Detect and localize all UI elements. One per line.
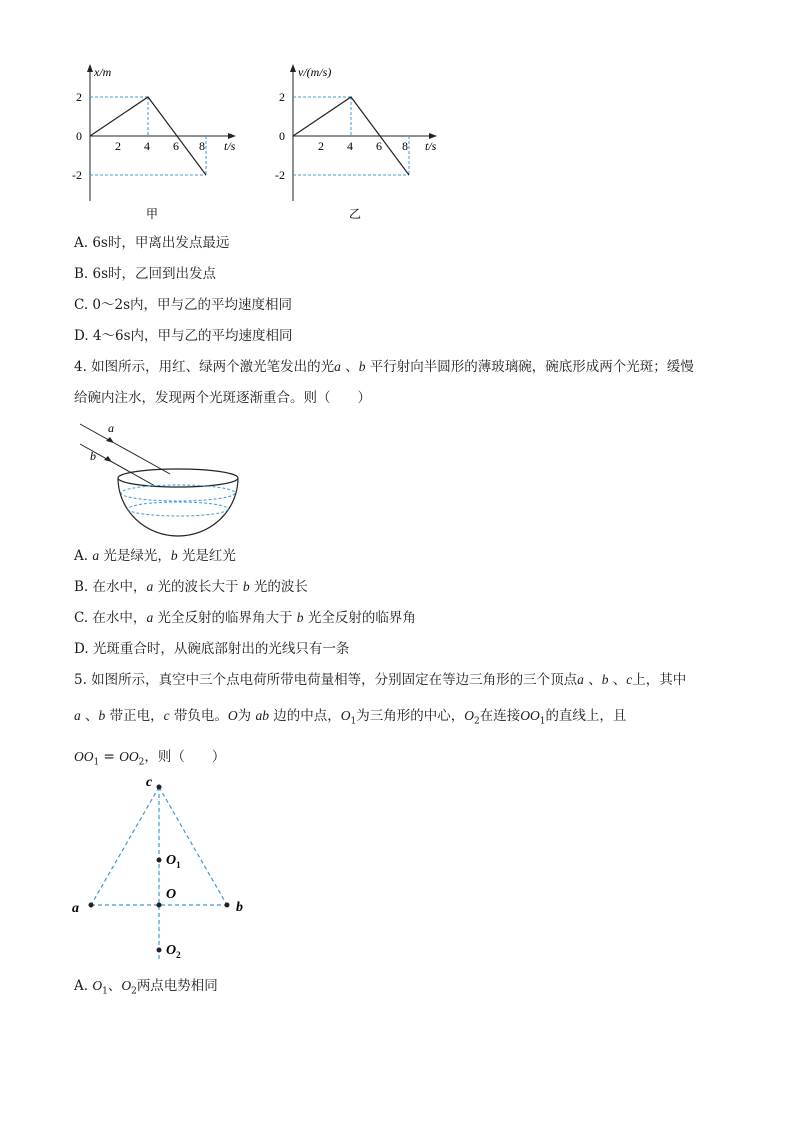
q4-option-b: B. 在水中，a 光的波长大于 b 光的波长 bbox=[74, 579, 308, 595]
x-tick-label: 2 bbox=[115, 139, 121, 153]
x-tick-label: 6 bbox=[376, 139, 382, 153]
point-O bbox=[157, 903, 162, 908]
x-tick-label: 8 bbox=[402, 139, 408, 153]
q4-stem-line2: 给碗内注水，发现两个光斑逐渐重合。则（ ） bbox=[74, 390, 371, 406]
q5-stem-line1: 5. 如图所示，真空中三个点电荷所带电荷量相等，分别固定在等边三角形的三个顶点a 、b 、c上，其中 bbox=[74, 672, 687, 688]
x-tick-label: 6 bbox=[173, 139, 179, 153]
bowl-figure bbox=[70, 418, 250, 540]
x-tick-label: 8 bbox=[199, 139, 205, 153]
figure-caption: 乙 bbox=[349, 207, 362, 221]
y-tick-label: -2 bbox=[72, 168, 82, 182]
label-b: b bbox=[236, 900, 243, 915]
point-a bbox=[89, 903, 94, 908]
q3-option-c: C. 0～2s内，甲与乙的平均速度相同 bbox=[74, 297, 293, 313]
y-tick-label: 0 bbox=[279, 129, 285, 143]
label-O: O bbox=[166, 887, 177, 902]
q4-option-a: A. a 光是绿光，b 光是红光 bbox=[74, 548, 236, 564]
x-tick-label: 2 bbox=[318, 139, 324, 153]
var-a: a bbox=[334, 359, 341, 374]
var-b: b bbox=[358, 359, 366, 374]
side-ca bbox=[91, 787, 159, 905]
y-tick-label: -2 bbox=[275, 168, 285, 182]
q5-stem-line2: a 、b 带正电，c 带负电。O为 ab 边的中点，$O_1$为三角形的中心，$O_2$在连接$OO_1$的直线上，且 bbox=[74, 708, 627, 727]
q3-option-d: D. 4～6s内，甲与乙的平均速度相同 bbox=[74, 328, 293, 344]
triangle-figure bbox=[66, 772, 266, 972]
point-O2 bbox=[157, 948, 162, 953]
point-O1 bbox=[157, 858, 162, 863]
q4-option-d: D. 光斑重合时，从碗底部射出的光线只有一条 bbox=[74, 641, 350, 657]
graph-jia bbox=[70, 58, 250, 223]
y-axis-arrow bbox=[290, 64, 296, 72]
ray-b-arrow bbox=[104, 456, 112, 462]
label-a: a bbox=[108, 421, 114, 435]
point-c bbox=[157, 785, 162, 790]
label-a: a bbox=[72, 901, 79, 916]
water-level bbox=[128, 502, 228, 516]
y-tick-label: 0 bbox=[76, 129, 82, 143]
q3-option-b: B. 6s时，乙回到出发点 bbox=[74, 266, 217, 282]
q5-option-a: A. $O_1$、$O_2$两点电势相同 bbox=[74, 978, 218, 997]
y-tick-label: 2 bbox=[76, 90, 82, 104]
label-b: b bbox=[90, 449, 96, 463]
x-axis-label: t/s bbox=[224, 139, 236, 153]
x-axis-label: t/s bbox=[425, 139, 437, 153]
bowl-rim bbox=[118, 469, 238, 487]
figure-caption: 甲 bbox=[146, 207, 159, 221]
point-b bbox=[225, 903, 230, 908]
q5-stem-line3: $OO_1 = OO_2$，则（ ） bbox=[74, 749, 226, 768]
label-c: c bbox=[146, 775, 153, 790]
ray-a-arrow bbox=[106, 437, 114, 443]
y-axis-arrow bbox=[87, 64, 93, 72]
label-O1: $O_1$ bbox=[166, 853, 181, 870]
x-tick-label: 4 bbox=[144, 139, 150, 153]
q4-stem-line1: 4. 如图所示，用红、绿两个激光笔发出的光a 、b 平行射向半圆形的薄玻璃碗，碗底形成两个光斑；缓慢 bbox=[74, 359, 694, 375]
y-axis-label: x/m bbox=[94, 65, 112, 79]
x-tick-label: 4 bbox=[347, 139, 353, 153]
label-O2: $O_2$ bbox=[166, 943, 181, 960]
q4-option-c: C. 在水中，a 光全反射的临界角大于 b 光全反射的临界角 bbox=[74, 610, 416, 626]
q3-option-a: A. 6s时，甲离出发点最远 bbox=[74, 235, 230, 251]
y-tick-label: 2 bbox=[279, 90, 285, 104]
graph-yi bbox=[273, 58, 453, 223]
y-axis-label: v/(m/s) bbox=[298, 65, 332, 79]
